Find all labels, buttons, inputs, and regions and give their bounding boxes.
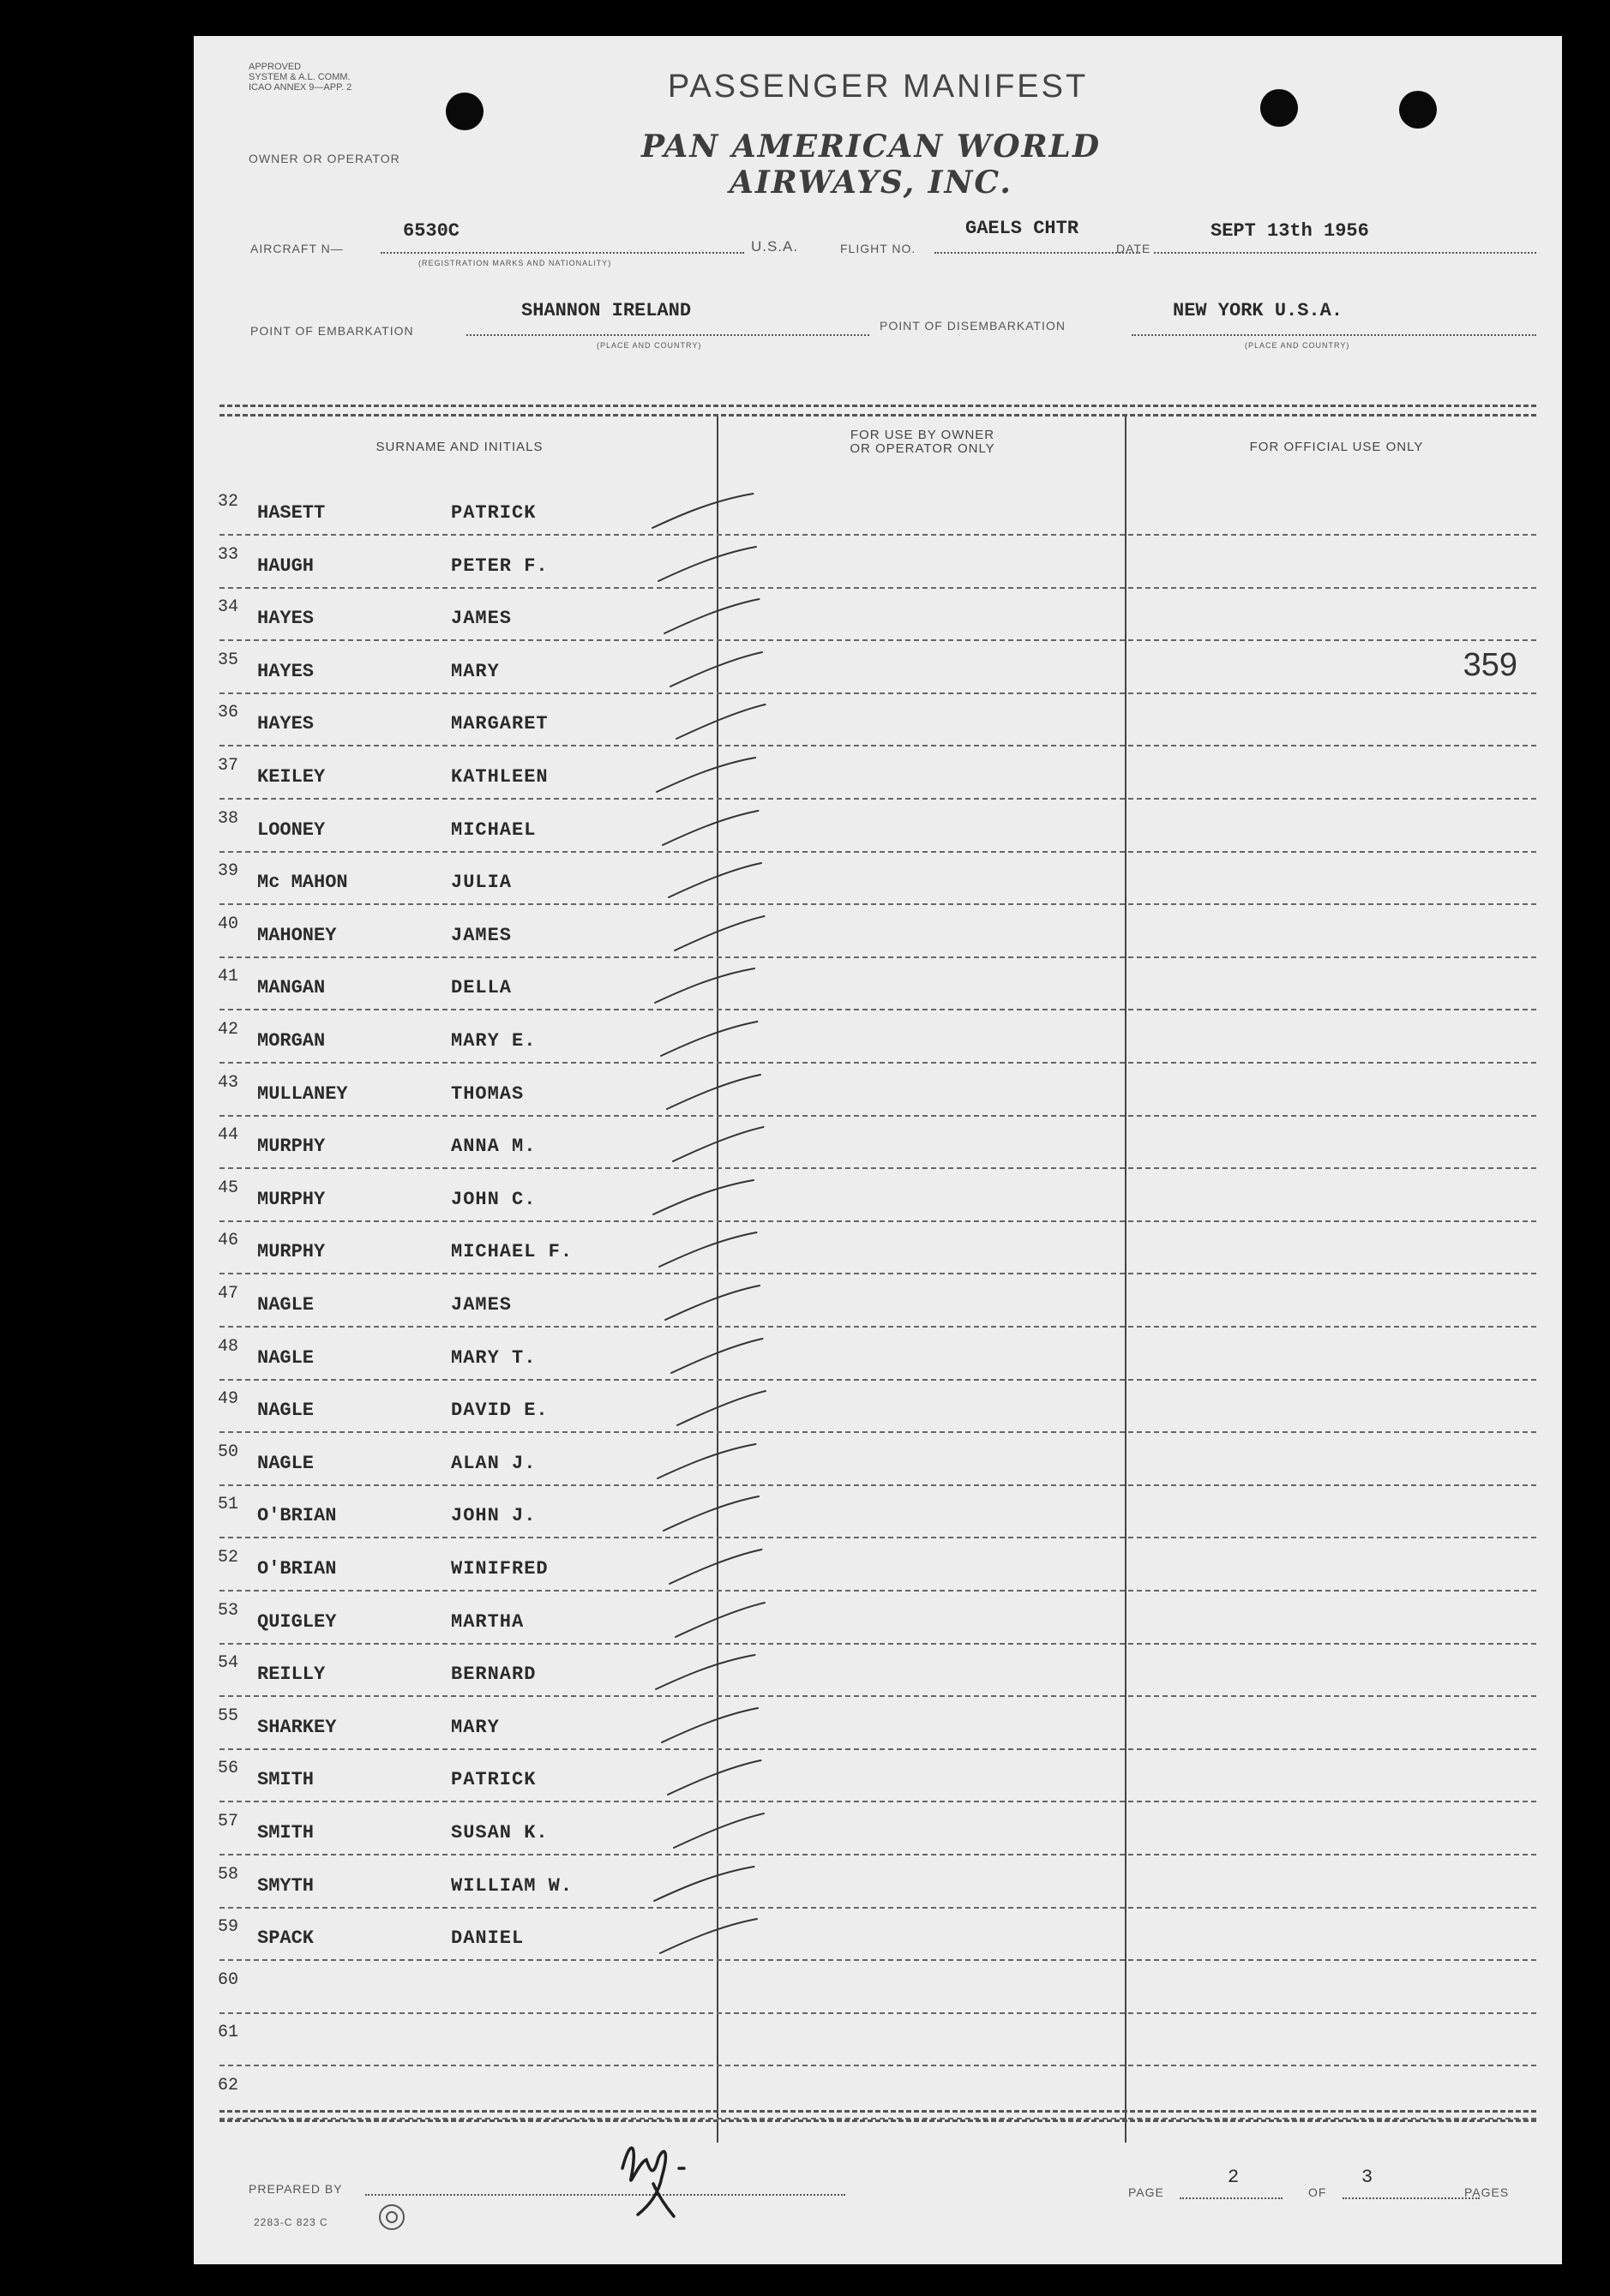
surname: REILLY [257, 1664, 326, 1686]
passenger-row [219, 958, 1536, 1010]
embark-note: (PLACE AND COUNTRY) [597, 341, 702, 350]
given-name: JOHN J. [451, 1505, 537, 1527]
surname: KEILEY [257, 766, 326, 788]
passenger-row [219, 1698, 1536, 1750]
row-number: 62 [218, 2076, 239, 2095]
surname: QUIGLEY [257, 1610, 337, 1633]
given-name: JAMES [451, 1294, 513, 1316]
pages-label: PAGES [1464, 2185, 1510, 2199]
given-name: MARY [451, 1716, 500, 1738]
seal-icon [377, 2203, 406, 2232]
surname: NAGLE [257, 1346, 315, 1369]
surname: SHARKEY [257, 1716, 337, 1738]
row-number: 35 [218, 650, 239, 670]
check-mark-icon [648, 1441, 768, 1482]
check-mark-icon [648, 1863, 768, 1904]
check-mark-icon [648, 1546, 768, 1587]
given-name: WILLIAM W. [451, 1874, 574, 1897]
given-name: SUSAN K. [451, 1822, 549, 1843]
embark-value: SHANNON IRELAND [521, 300, 692, 321]
disembark-value: NEW YORK U.S.A. [1173, 300, 1343, 321]
passenger-row [219, 589, 1536, 641]
passenger-row [219, 800, 1536, 853]
given-name: KATHLEEN [451, 766, 549, 788]
check-mark-icon [648, 1915, 768, 1957]
surname: HASETT [257, 502, 326, 524]
given-name: MICHAEL [451, 818, 537, 841]
top-divider [219, 405, 1536, 417]
surname: MANGAN [257, 977, 326, 999]
registration-note: (REGISTRATION MARKS AND NATIONALITY) [418, 259, 612, 267]
given-name: ANNA M. [451, 1136, 537, 1158]
passenger-row [219, 1856, 1536, 1909]
surname: MURPHY [257, 1241, 326, 1263]
check-mark-icon [648, 1493, 768, 1534]
flight-label: FLIGHT NO. [840, 242, 916, 255]
row-number: 33 [218, 544, 239, 565]
given-name: DANIEL [451, 1927, 525, 1950]
manifest-page [194, 36, 1562, 2264]
passenger-row [219, 1064, 1536, 1117]
check-mark-icon [648, 1177, 768, 1218]
column-header-official: FOR OFFICIAL USE ONLY [1249, 440, 1424, 454]
surname: HAYES [257, 660, 315, 682]
passenger-row [219, 1645, 1536, 1697]
surname: SMYTH [257, 1874, 315, 1897]
surname: SMITH [257, 1769, 315, 1791]
row-number: 53 [218, 1600, 239, 1621]
check-mark-icon [648, 913, 768, 954]
row-number: 51 [218, 1495, 239, 1515]
passenger-row [219, 853, 1536, 905]
passenger-row [219, 1275, 1536, 1328]
surname: HAYES [257, 713, 315, 735]
disembark-label: POINT OF DISEMBARKATION [880, 319, 1066, 333]
row-number: 48 [218, 1336, 239, 1357]
check-mark-icon [648, 1810, 768, 1851]
surname: SMITH [257, 1822, 315, 1843]
passenger-row [219, 1434, 1536, 1486]
check-mark-icon [648, 807, 768, 848]
row-number: 59 [218, 1917, 239, 1938]
check-mark-icon [648, 1282, 768, 1323]
prepared-label: PREPARED BY [249, 2182, 343, 2196]
row-number: 52 [218, 1548, 239, 1568]
check-mark-icon [648, 1757, 768, 1798]
check-mark-icon [648, 1599, 768, 1640]
surname: Mc MAHON [257, 872, 348, 894]
check-mark-icon [648, 1229, 768, 1270]
page-line [1180, 2197, 1283, 2199]
passenger-row [219, 1962, 1536, 2014]
row-number: 36 [218, 703, 239, 723]
of-label: OF [1308, 2185, 1327, 2199]
row-number: 61 [218, 2023, 239, 2043]
passenger-row [219, 1909, 1536, 1961]
row-number: 32 [218, 492, 239, 512]
row-number: 34 [218, 597, 239, 618]
passenger-row [219, 1117, 1536, 1169]
row-number: 41 [218, 967, 239, 987]
surname: MURPHY [257, 1188, 326, 1210]
nationality: U.S.A. [751, 238, 799, 255]
given-name: MARY E. [451, 1030, 537, 1052]
surname: MAHONEY [257, 924, 337, 946]
passenger-row [219, 1539, 1536, 1592]
row-number: 39 [218, 861, 239, 882]
signature [605, 2127, 700, 2221]
passenger-row [219, 537, 1536, 589]
passenger-row [219, 906, 1536, 958]
row-number: 56 [218, 1759, 239, 1779]
surname: NAGLE [257, 1400, 315, 1422]
given-name: MARTHA [451, 1610, 525, 1633]
bottom-divider [219, 2110, 1536, 2122]
check-mark-icon [648, 754, 768, 795]
check-mark-icon [648, 543, 768, 584]
total-pages: 3 [1361, 2167, 1373, 2188]
surname: O'BRIAN [257, 1558, 337, 1580]
row-number: 44 [218, 1125, 239, 1146]
surname: NAGLE [257, 1452, 315, 1474]
surname: MORGAN [257, 1030, 326, 1052]
row-number: 50 [218, 1442, 239, 1462]
passenger-row [219, 694, 1536, 746]
row-number: 58 [218, 1864, 239, 1885]
given-name: MARGARET [451, 713, 549, 735]
given-name: THOMAS [451, 1082, 525, 1105]
date-line [1154, 252, 1536, 254]
passenger-row [219, 1222, 1536, 1274]
passenger-row [219, 1170, 1536, 1222]
row-number: 42 [218, 1020, 239, 1040]
check-mark-icon [648, 1124, 768, 1165]
total-line [1343, 2197, 1480, 2199]
check-mark-icon [648, 1388, 768, 1429]
row-number: 37 [218, 756, 239, 776]
check-mark-icon [648, 490, 768, 531]
operator-name: PAN AMERICAN WORLD AIRWAYS, INC. [640, 129, 1102, 201]
surname: LOONEY [257, 818, 326, 841]
surname: SPACK [257, 1927, 315, 1950]
passenger-row [219, 1381, 1536, 1433]
given-name: BERNARD [451, 1664, 537, 1686]
row-number: 60 [218, 1969, 239, 1990]
passenger-row [219, 747, 1536, 800]
row-number: 45 [218, 1178, 239, 1198]
row-number: 40 [218, 914, 239, 934]
passenger-row [219, 1803, 1536, 1855]
approval-note: APPROVED SYSTEM & A.L. COMM. ICAO ANNEX 9—APP. 2 [249, 62, 352, 93]
aircraft-line [381, 252, 744, 254]
passenger-row [219, 1592, 1536, 1645]
check-mark-icon [648, 1018, 768, 1059]
surname: NAGLE [257, 1294, 315, 1316]
given-name: WINIFRED [451, 1558, 549, 1580]
column-header-owner-use: FOR USE BY OWNER OR OPERATOR ONLY [850, 428, 995, 456]
check-mark-icon [648, 1071, 768, 1112]
surname: HAYES [257, 608, 315, 630]
row-number: 47 [218, 1284, 239, 1304]
given-name: MICHAEL F. [451, 1241, 574, 1263]
given-name: DELLA [451, 977, 513, 999]
passenger-row [219, 1328, 1536, 1381]
row-number: 43 [218, 1072, 239, 1093]
passenger-row [219, 2014, 1536, 2066]
flight-number: GAELS CHTR [965, 218, 1079, 239]
row-number: 55 [218, 1706, 239, 1726]
column-header-name: SURNAME AND INITIALS [375, 440, 544, 454]
given-name: MARY T. [451, 1346, 537, 1369]
date-value: SEPT 13th 1956 [1211, 220, 1369, 242]
row-number: 46 [218, 1231, 239, 1251]
form-number: 2283-C 823 C [254, 2216, 328, 2228]
row-number: 57 [218, 1812, 239, 1831]
aircraft-number: 6530C [403, 220, 460, 242]
given-name: JAMES [451, 924, 513, 946]
passenger-row [219, 483, 1536, 536]
passenger-row [219, 642, 1536, 694]
flight-line [934, 252, 1140, 254]
given-name: PETER F. [451, 555, 549, 577]
row-number: 38 [218, 808, 239, 829]
given-name: JULIA [451, 872, 513, 894]
page-number: 2 [1228, 2167, 1240, 2188]
check-mark-icon [648, 701, 768, 742]
passenger-row [219, 1011, 1536, 1064]
given-name: JAMES [451, 608, 513, 630]
surname: MURPHY [257, 1136, 326, 1158]
given-name: PATRICK [451, 1769, 537, 1791]
given-name: DAVID E. [451, 1400, 549, 1422]
surname: MULLANEY [257, 1082, 348, 1105]
disembark-line [1132, 334, 1536, 336]
aircraft-label: AIRCRAFT N— [250, 242, 344, 255]
given-name: PATRICK [451, 502, 537, 524]
check-mark-icon [648, 1652, 768, 1693]
row-number: 49 [218, 1389, 239, 1410]
embark-line [466, 334, 869, 336]
disembark-note: (PLACE AND COUNTRY) [1245, 341, 1350, 350]
passenger-row [219, 1750, 1536, 1802]
surname: HAUGH [257, 555, 315, 577]
check-mark-icon [648, 1705, 768, 1746]
row-number: 54 [218, 1653, 239, 1674]
surname: O'BRIAN [257, 1505, 337, 1527]
given-name: MARY [451, 660, 500, 682]
official-entry: 359 [1463, 646, 1517, 683]
embark-label: POINT OF EMBARKATION [250, 324, 414, 338]
given-name: JOHN C. [451, 1188, 537, 1210]
given-name: ALAN J. [451, 1452, 537, 1474]
page-label: PAGE [1128, 2185, 1164, 2199]
passenger-row [219, 1486, 1536, 1538]
owner-label: OWNER OR OPERATOR [249, 152, 400, 165]
check-mark-icon [648, 649, 768, 690]
check-mark-icon [648, 860, 768, 901]
page-title: PASSENGER MANIFEST [667, 69, 1089, 105]
check-mark-icon [648, 965, 768, 1006]
check-mark-icon [648, 1335, 768, 1376]
date-label: DATE [1116, 242, 1151, 255]
check-mark-icon [648, 596, 768, 637]
